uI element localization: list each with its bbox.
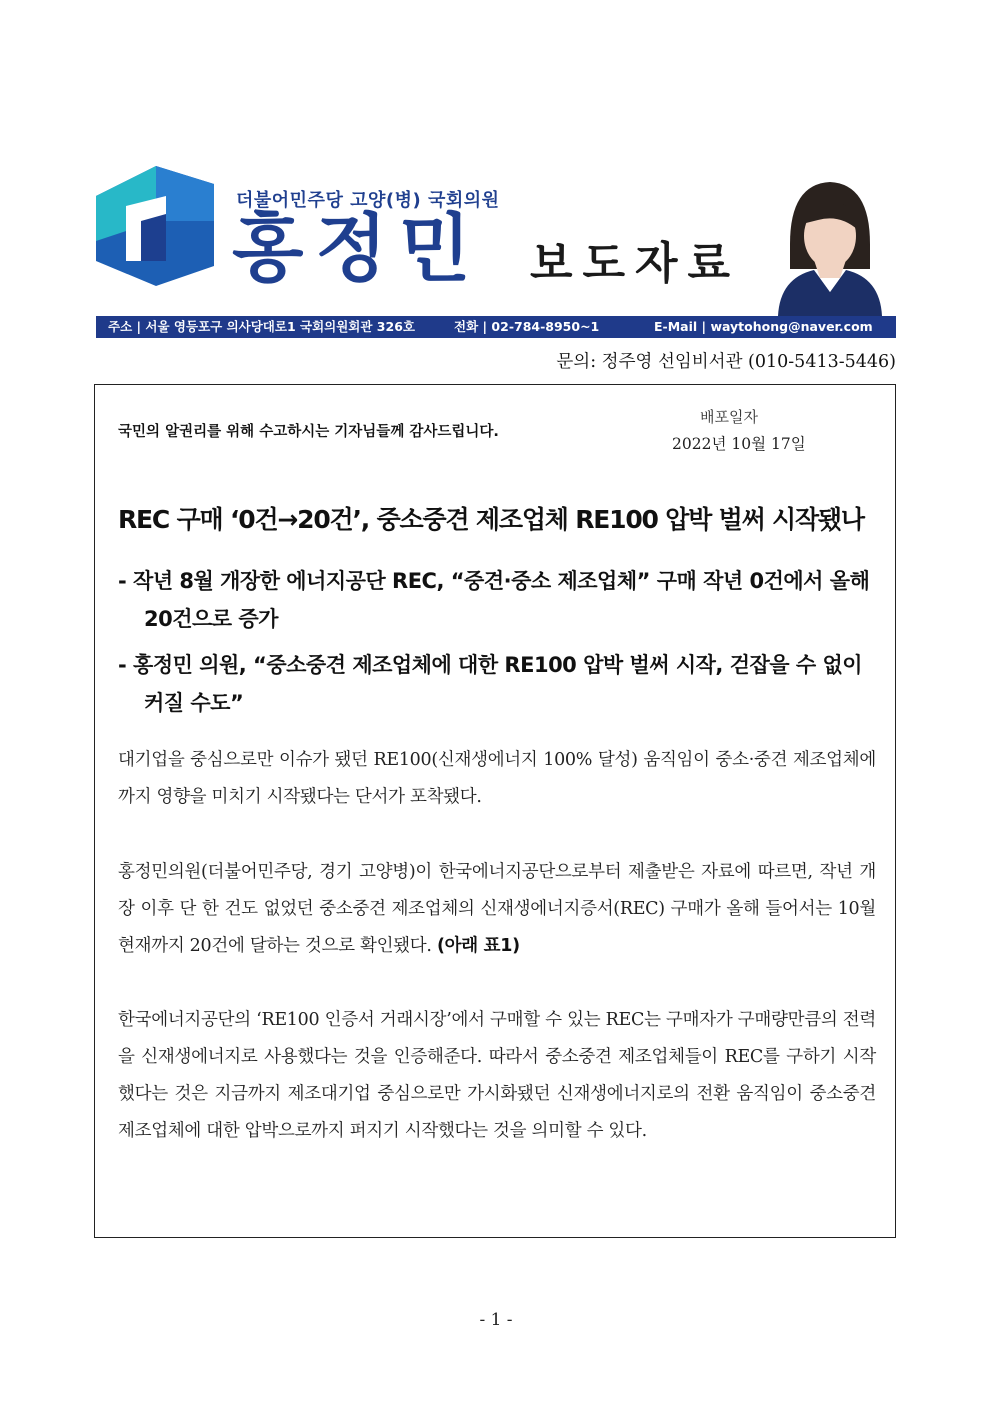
page-number: - 1 - xyxy=(479,1310,513,1330)
contact-address: 주소 | 서울 영등포구 의사당대로1 국회의원회관 326호 xyxy=(108,319,415,334)
table-reference: (아래 표1) xyxy=(436,936,520,956)
lawmaker-portrait xyxy=(770,174,888,316)
release-date: 2022년 10월 17일 xyxy=(672,435,806,453)
headline: REC 구매 ‘0건→20건’, 중소중견 제조업체 RE100 압박 벌써 시작됐나 xyxy=(118,505,864,534)
body-text: 홍정민의원(더불어민주당, 경기 고양병)이 한국에너지공단으로부터 제출받은 자료에 따르면, 작년 개장 이후 단 한 건도 없었던 중소중견 제조업체의 신재생에너지증서(REC) 구매가 올해 들어서는 10월 현재까지 20건에 달하는 것으로 확인됐다. xyxy=(118,862,876,956)
body-paragraph xyxy=(118,854,876,965)
contact-email[interactable]: E-Mail | waytohong@naver.com xyxy=(654,319,873,334)
body-paragraph: 대기업을 중심으로만 이슈가 됐던 RE100(신재생에너지 100% 달성) 움직임이 중소·중견 제조업체에까지 영향을 미치기 시작됐다는 단서가 포착됐다. xyxy=(118,750,876,807)
release-date-label: 배포일자 xyxy=(700,408,758,426)
party-logo xyxy=(96,166,214,286)
subheadline: - 홍정민 의원, “중소중견 제조업체에 대한 RE100 압박 벌써 시작, 걷잡을 수 없이 커질 수도” xyxy=(118,653,863,715)
party-affiliation: 더불어민주당 고양(병) 국회의원 xyxy=(236,190,500,211)
document-type-title: 보도자료 xyxy=(530,238,741,289)
body-paragraph: 한국에너지공단의 ‘RE100 인증서 거래시장’에서 구매할 수 있는 REC는 구매자가 구매량만큼의 전력을 신재생에너지로 사용했다는 것을 인증해준다. 따라서 중소중견 제조업체들이 REC를 구하기 시작했다는 것은 지금까지 제조대기업 중심으로만 가시화됐던 신재생에너지로의 전환 움직임이 중소중견 제조업체에 대한 압박으로까지 퍼지기 시작했다는 것을 의미할 수 있다. xyxy=(118,1010,876,1141)
inquiry-contact: 문의: 정주영 선임비서관 (010-5413-5446) xyxy=(556,352,896,372)
contact-bar xyxy=(96,316,896,338)
thanks-note: 국민의 알권리를 위해 수고하시는 기자님들께 감사드립니다. xyxy=(118,424,499,440)
contact-phone: 전화 | 02-784-8950~1 xyxy=(454,319,600,334)
lawmaker-name: 홍정민 xyxy=(232,206,483,292)
subheadline: - 작년 8월 개장한 에너지공단 REC, “중견·중소 제조업체” 구매 작년 0건에서 올해 20건으로 증가 xyxy=(118,569,870,631)
